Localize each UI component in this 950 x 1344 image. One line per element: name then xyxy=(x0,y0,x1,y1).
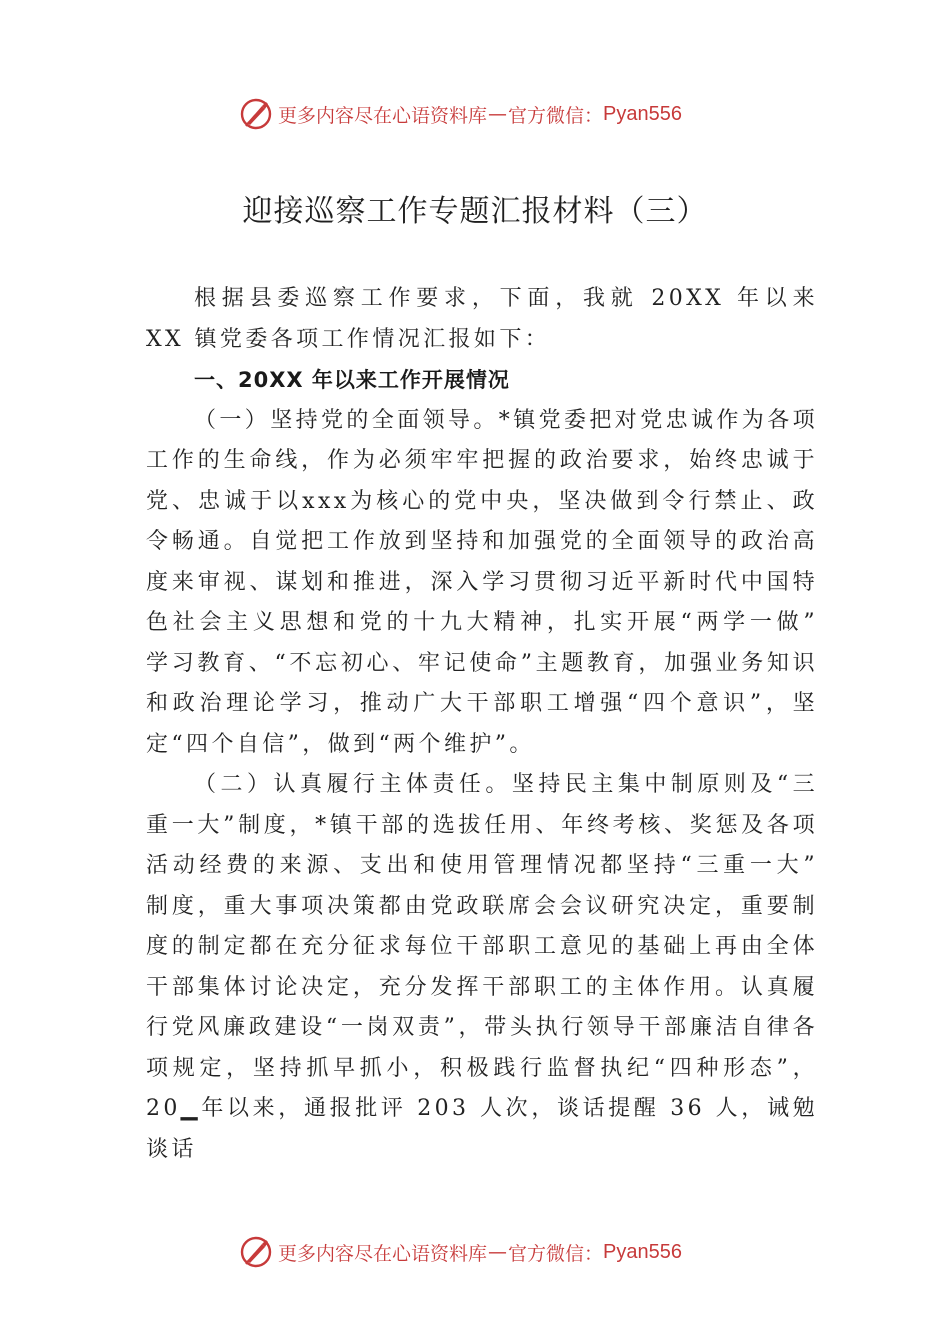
intro-paragraph: 根据县委巡察工作要求，下面，我就 20XX 年以来 XX 镇党委各项工作情况汇报如下： xyxy=(146,286,818,352)
watermark-wechat-id: Pyan556 xyxy=(603,1240,682,1263)
watermark-text: 更多内容尽在心语资料库 xyxy=(278,1242,488,1265)
document-title: 迎接巡察工作专题汇报材料（三） xyxy=(242,194,708,229)
pen-logo-icon xyxy=(238,96,274,132)
watermark-dash: — xyxy=(488,1241,508,1263)
watermark-label: 官方微信： xyxy=(508,104,604,127)
pen-logo-icon xyxy=(238,1234,274,1270)
watermark-dash: — xyxy=(488,103,508,125)
footer-watermark xyxy=(238,1234,758,1270)
section-heading: 一、20XX 年以来工作开展情况 xyxy=(194,368,510,392)
header-watermark xyxy=(238,96,758,132)
watermark-wechat-id: Pyan556 xyxy=(603,102,682,125)
watermark-label: 官方微信： xyxy=(508,1242,604,1265)
watermark-text: 更多内容尽在心语资料库 xyxy=(278,104,488,127)
document-body xyxy=(146,279,818,1170)
paragraph-2: （二）认真履行主体责任。坚持民主集中制原则及“三重一大”制度，*镇干部的选拔任用、年终考核、奖惩及各项活动经费的来源、支出和使用管理情况都坚持“三重一大” 制度，重大事项决策都由党政联席会会议研究决定，重要制度的制定都在充分征求每位干部职工意见的基础上再由全体干部集体讨论决定，充分发挥干部职工的主体作用。认真履行党风廉政建设“一岗双责”，带头执行领导干部廉洁自律各项规定，坚持抓早抓小，积极践行监督执纪“四种形态”， 20▁年以来，通报批评 203 人次，谈话提醒 36 人，诫勉谈话 xyxy=(146,772,818,1162)
paragraph-1: （一）坚持党的全面领导。*镇党委把对党忠诚作为各项工作的生命线，作为必须牢牢把握的政治要求，始终忠诚于党、忠诚于以xxx为核心的党中央，坚决做到令行禁止、政令畅通。自觉把工作放到坚持和加强党的全面领导的政治高度来审视、谋划和推进，深入学习贯彻习近平新时代中国特色社会主义思想和党的十九大精神，扎实开展“两学一做” 学习教育、“不忘初心、牢记使命”主题教育，加强业务知识和政治理论学习，推动广大干部职工增强“四个意识”，坚定“四个自信”，做到“两个维护”。 xyxy=(146,407,819,757)
